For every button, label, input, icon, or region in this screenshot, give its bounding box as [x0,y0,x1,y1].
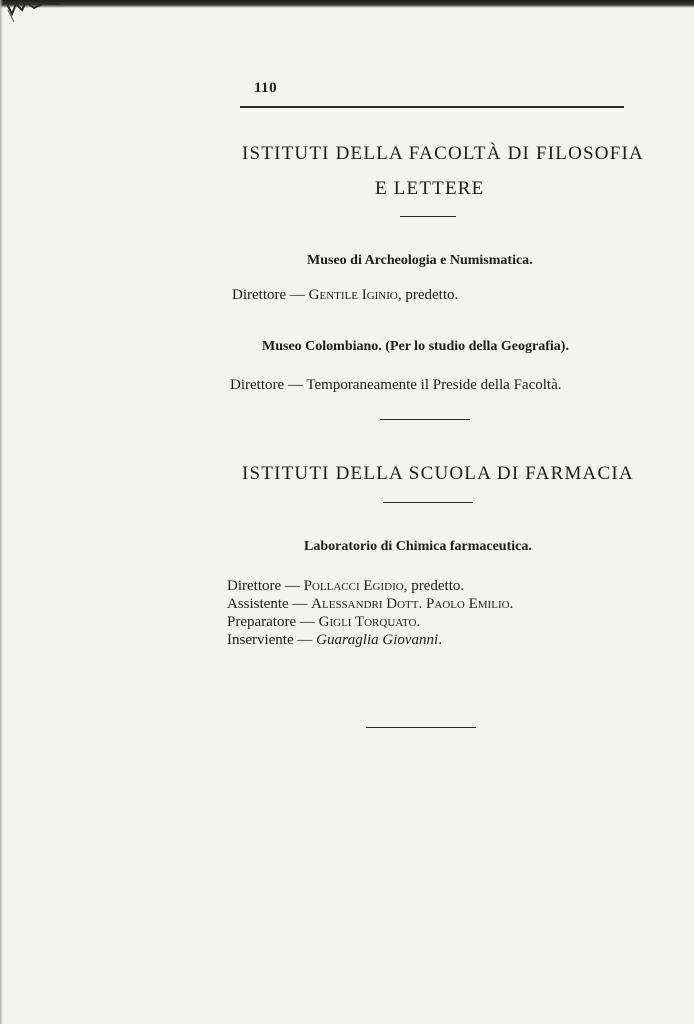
section-title-line-2: E LETTERE [375,178,485,199]
staff-entry [230,377,561,394]
dash: — [284,578,300,594]
staff-entry [232,287,458,304]
section-rule [400,216,456,217]
person-name: Gentile Iginio [308,287,398,303]
dash: — [289,287,305,303]
dash: — [297,632,313,648]
staff-entry [227,614,420,631]
name-suffix: . [438,632,442,648]
staff-entry [227,596,513,613]
end-rule [366,727,476,728]
section-title: ISTITUTI DELLA SCUOLA DI FARMACIA [242,463,634,484]
unit-title: Museo di Archeologia e Numismatica. [307,253,533,268]
staff-entry [227,632,442,649]
person-name: Alessandri Dott. Paolo Emilio [311,596,510,612]
name-suffix: , predetto. [397,287,459,303]
role-label: Direttore [230,377,285,393]
dash: — [292,596,308,612]
section-rule [380,419,470,420]
role-label: Assistente [227,596,289,612]
dash: — [287,377,303,393]
name-suffix: . [416,614,421,630]
staff-entry [227,578,464,595]
role-label: Inserviente [227,632,294,648]
entry-text: Temporaneamente il Preside della Facoltà. [306,377,562,393]
section-rule [383,502,473,503]
person-name: Gigli Torquato [318,614,417,630]
name-suffix: . [509,596,514,612]
unit-title: Laboratorio di Chimica farmaceutica. [304,539,532,554]
role-label: Preparatore [227,614,297,630]
name-suffix: , predetto. [403,578,465,594]
person-name: Guaraglia Giovanni [316,632,439,648]
unit-title: Museo Colombiano. (Per lo studio della Geografia). [262,339,569,354]
role-label: Direttore [232,287,287,303]
role-label: Direttore [227,578,282,594]
section-title-line-1: ISTITUTI DELLA FACOLTÀ DI FILOSOFIA [242,143,644,164]
person-name: Pollacci Egidio [303,578,404,594]
header-rule [240,106,624,108]
ink-smudge [4,0,64,26]
page-top-edge [0,0,694,8]
dash: — [299,614,315,630]
page-number: 110 [254,80,278,96]
